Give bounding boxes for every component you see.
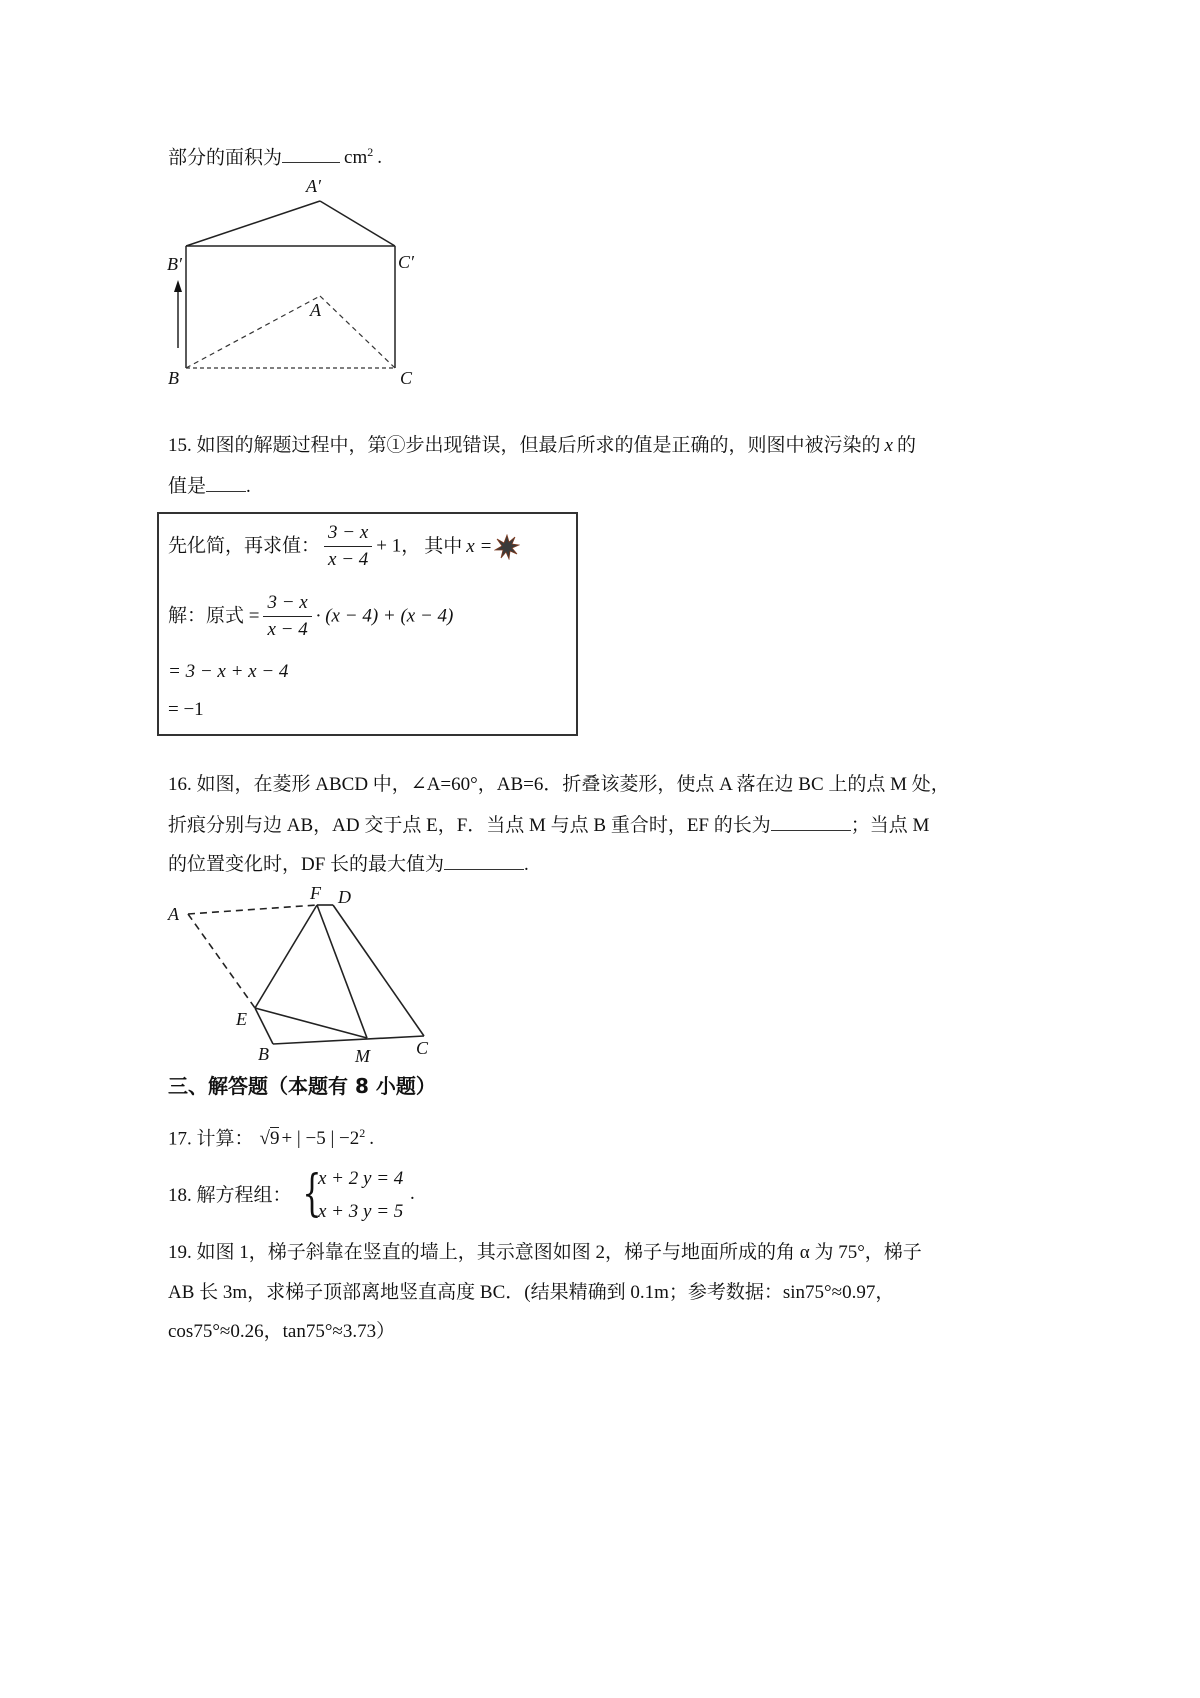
line-E-M [255, 1008, 367, 1038]
label-C: C [416, 1038, 429, 1058]
label-M: M [355, 1046, 370, 1065]
q18-end: . [410, 1183, 415, 1204]
label-D: D [338, 887, 351, 907]
q16-line2-text: 折痕分别与边 AB，AD 交于点 E，F．当点 M 与点 B 重合时，EF 的长为 [168, 815, 771, 836]
q15-prompt: 先化简，再求值： [168, 535, 321, 557]
q15-frac-num: 3 − x [324, 520, 372, 547]
q18-eq2: x + 3 y = 5 [318, 1201, 404, 1222]
q15-var-x: x [884, 435, 893, 456]
q15-line2-end: . [246, 476, 251, 497]
q15-where-var: x = [466, 535, 493, 557]
q19-line3: cos75°≈0.26，tan75°≈3.73） [168, 1321, 396, 1342]
q16-answer-blank-1[interactable] [771, 812, 851, 831]
q15-sol-frac-num: 3 − x [263, 590, 311, 617]
left-brace-icon: { [302, 1164, 322, 1222]
q14-tail-text: 部分的面积为 [168, 147, 283, 169]
q16-line3-end: . [524, 854, 529, 875]
line-D-C [333, 905, 424, 1036]
section-3-heading: 三、解答题（本题有 8 小题） [168, 1074, 436, 1098]
q15-answer-blank[interactable] [206, 473, 246, 492]
q17-exponent: 2 [359, 1126, 366, 1140]
q15-fraction [324, 520, 372, 573]
label-C-prime: C′ [398, 252, 414, 272]
q16-line1: 16. 如图，在菱形 ABCD 中，∠A=60°，AB=6．折叠该菱形，使点 A 落在边 BC 上的点 M 处， [168, 774, 950, 795]
q15-solution-fraction [263, 590, 311, 643]
line-F-E [255, 905, 317, 1008]
q17-end: . [369, 1128, 374, 1150]
q15-sol-frac-den: x − 4 [267, 619, 308, 640]
sqrt-icon: √ [259, 1128, 270, 1150]
q15-frac-den: x − 4 [328, 549, 369, 570]
q16-line3-text: 的位置变化时，DF 长的最大值为 [168, 854, 445, 875]
q15-prompt-line [168, 520, 520, 573]
line-Ap-Cp [320, 201, 395, 246]
q19-line2: AB 长 3m，求梯子顶部离地竖直高度 BC．(结果精确到 0.1m；参考数据：sin75°≈0.97， [168, 1282, 895, 1303]
q15-step3: = −1 [168, 699, 204, 720]
q15-line2-text: 值是 [168, 476, 207, 497]
q18-prefix: 18. 解方程组： [168, 1185, 292, 1206]
label-B: B [258, 1044, 269, 1064]
label-A-prime: A′ [306, 176, 321, 196]
label-C: C [400, 368, 413, 388]
q17-line [168, 1121, 374, 1151]
line-F-M [317, 905, 367, 1038]
line-A-F-dashed [188, 905, 317, 914]
ink-stain-icon [494, 534, 520, 560]
q18-eq1: x + 2 y = 4 [318, 1168, 404, 1189]
q17-radicand: 9 [269, 1128, 280, 1150]
q15-line2 [168, 473, 251, 499]
label-E: E [236, 1009, 247, 1029]
q17-rest: + | −5 | −2 [281, 1128, 360, 1150]
q16-line3 [168, 851, 529, 877]
label-A: A [310, 300, 321, 320]
q15-line1-text: 15. 如图的解题过程中，第①步出现错误，但最后所求的值是正确的，则图中被污染的 [168, 435, 881, 456]
q14-end: . [377, 147, 382, 169]
q15-line1-end: 的 [896, 435, 916, 456]
line-Bp-Ap [186, 201, 320, 246]
q15-where: 其中 [424, 535, 463, 557]
q14-tail [168, 140, 382, 170]
label-F: F [310, 883, 321, 903]
q14-unit-exponent: 2 [367, 145, 374, 159]
q16-line2 [168, 812, 929, 838]
line-A-C-dashed [320, 296, 395, 368]
label-B-prime: B′ [167, 254, 182, 274]
q15-line1 [168, 434, 916, 458]
q14-unit: cm [344, 147, 368, 169]
label-A: A [168, 904, 179, 924]
line-E-B [255, 1008, 273, 1044]
q15-solution-line [168, 590, 453, 643]
translation-arrow-icon [174, 280, 182, 292]
q14-answer-blank[interactable] [282, 144, 340, 163]
q19-line1: 19. 如图 1，梯子斜靠在竖直的墙上，其示意图如图 2，梯子与地面所成的角 α 为 75°，梯子 [168, 1242, 922, 1263]
line-B-A-dashed [186, 296, 320, 368]
q16-answer-blank-2[interactable] [444, 851, 524, 870]
q14-figure [160, 170, 440, 400]
q16-figure [160, 880, 460, 1065]
line-B-C [273, 1036, 424, 1044]
line-A-E-dashed [188, 914, 255, 1008]
q16-line2-end: ；当点 M [850, 815, 930, 836]
q15-step2: = 3 − x + x − 4 [168, 661, 289, 682]
q15-plus-one: + 1， [376, 535, 421, 557]
q17-prefix: 17. 计算： [168, 1128, 254, 1150]
label-B: B [168, 368, 179, 388]
q15-sol-rest: · (x − 4) + (x − 4) [315, 605, 454, 627]
q15-solution-label: 解：原式 = [168, 605, 260, 627]
